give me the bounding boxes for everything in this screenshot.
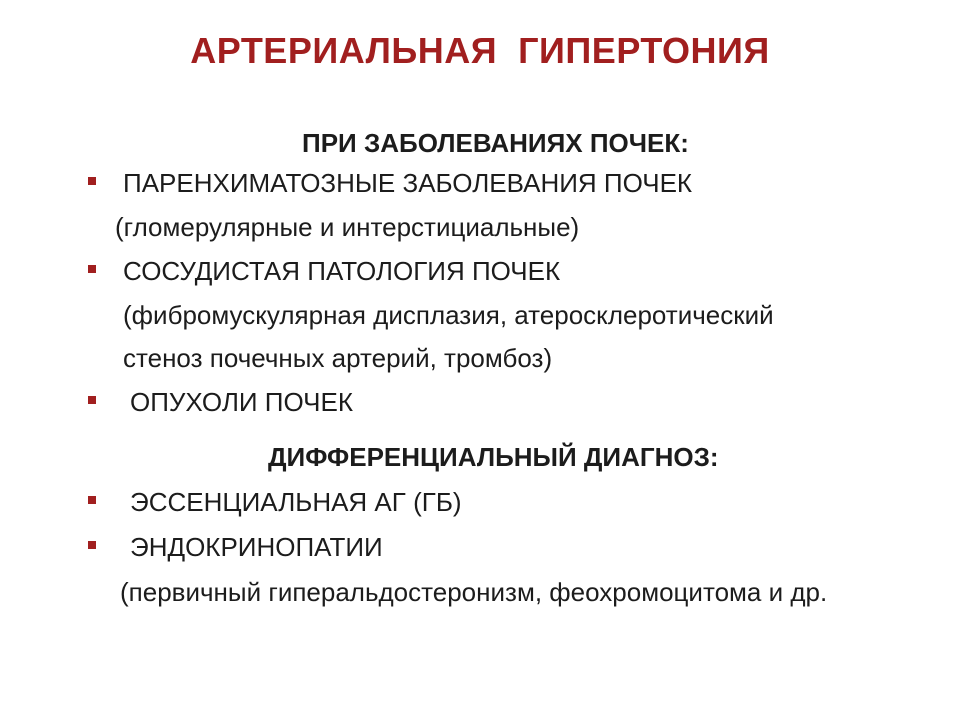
list-item-vascular: СОСУДИСТАЯ ПАТОЛОГИЯ ПОЧЕК — [123, 256, 561, 286]
list-item-note: (фибромускулярная дисплазия, атеросклеротический — [123, 300, 774, 330]
bullet-marker — [88, 177, 96, 185]
slide-title: АРТЕРИАЛЬНАЯ ГИПЕРТОНИЯ — [190, 30, 770, 71]
list-item-parenchymal: ПАРЕНХИМАТОЗНЫЕ ЗАБОЛЕВАНИЯ ПОЧЕК — [123, 168, 693, 198]
list-item-endocrinopathies: ЭНДОКРИНОПАТИИ — [130, 532, 383, 562]
bullet-marker — [88, 396, 96, 404]
list-item-tumors: ОПУХОЛИ ПОЧЕК — [130, 387, 353, 417]
bullet-marker — [88, 265, 96, 273]
bullet-marker — [88, 496, 96, 504]
list-item-note: (первичный гиперальдостеронизм, феохромоцитома и др. — [120, 577, 828, 607]
list-item-note: стеноз почечных артерий, тромбоз) — [123, 343, 553, 373]
list-item-note: (гломерулярные и интерстициальные) — [115, 212, 580, 242]
section-heading-kidney-diseases: ПРИ ЗАБОЛЕВАНИЯХ ПОЧЕК: — [302, 128, 689, 158]
section-heading-differential-diagnosis: ДИФФЕРЕНЦИАЛЬНЫЙ ДИАГНОЗ: — [268, 442, 719, 472]
bullet-marker — [88, 541, 96, 549]
list-item-essential-hypertension: ЭССЕНЦИАЛЬНАЯ АГ (ГБ) — [130, 487, 462, 517]
